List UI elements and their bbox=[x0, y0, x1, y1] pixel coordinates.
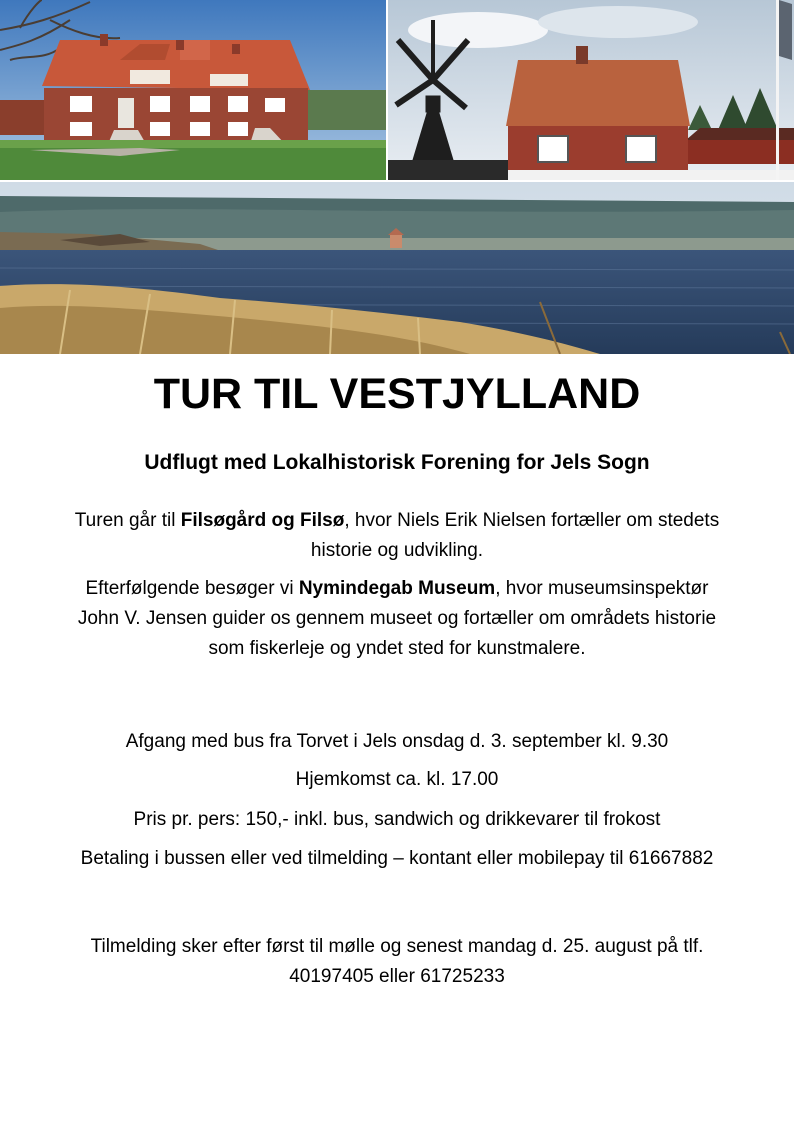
intro-paragraph-nymindegab bbox=[70, 574, 724, 664]
intro-text-suffix: , hvor Niels Erik Nielsen fortæller om stedets historie og udvikling. bbox=[310, 510, 720, 561]
photo-filsogaard-manor bbox=[0, 0, 386, 180]
header-photo-collage bbox=[0, 0, 794, 354]
destination-nymindegab-museum: Nymindegab Museum bbox=[298, 578, 496, 599]
page-subtitle: Udflugt med Lokalhistorisk Forening for Jels Sogn bbox=[144, 451, 650, 474]
return-time-info: Hjemkomst ca. kl. 17.00 bbox=[295, 769, 499, 790]
intro-paragraph-filsogaard bbox=[70, 506, 724, 566]
departure-info: Afgang med bus fra Torvet i Jels onsdag d. 3. september kl. 9.30 bbox=[125, 731, 669, 752]
intro-text-prefix: Turen går til bbox=[74, 510, 181, 531]
photo-filso-lake bbox=[0, 182, 794, 354]
payment-info: Betaling i bussen eller ved tilmelding – kontant eller mobilepay til 61667882 bbox=[80, 848, 714, 869]
museum-text-suffix: , hvor museumsinspektør John V. Jensen guider os gennem museet og fortæller om områdets historie som fiskerleje og yndet sted for kunstmalere. bbox=[77, 578, 717, 659]
page-title: TUR TIL VESTJYLLAND bbox=[153, 370, 641, 418]
price-info: Pris pr. pers: 150,- inkl. bus, sandwich og drikkevarer til frokost bbox=[133, 809, 661, 830]
photo-nymindegab-museum bbox=[388, 0, 794, 180]
destination-filsogaard: Filsøgård og Filsø bbox=[180, 510, 345, 531]
signup-info: Tilmelding sker efter først til mølle og senest mandag d. 25. august på tlf. 40197405 eller 61725233 bbox=[90, 936, 704, 987]
museum-text-prefix: Efterfølgende besøger vi bbox=[85, 578, 299, 599]
